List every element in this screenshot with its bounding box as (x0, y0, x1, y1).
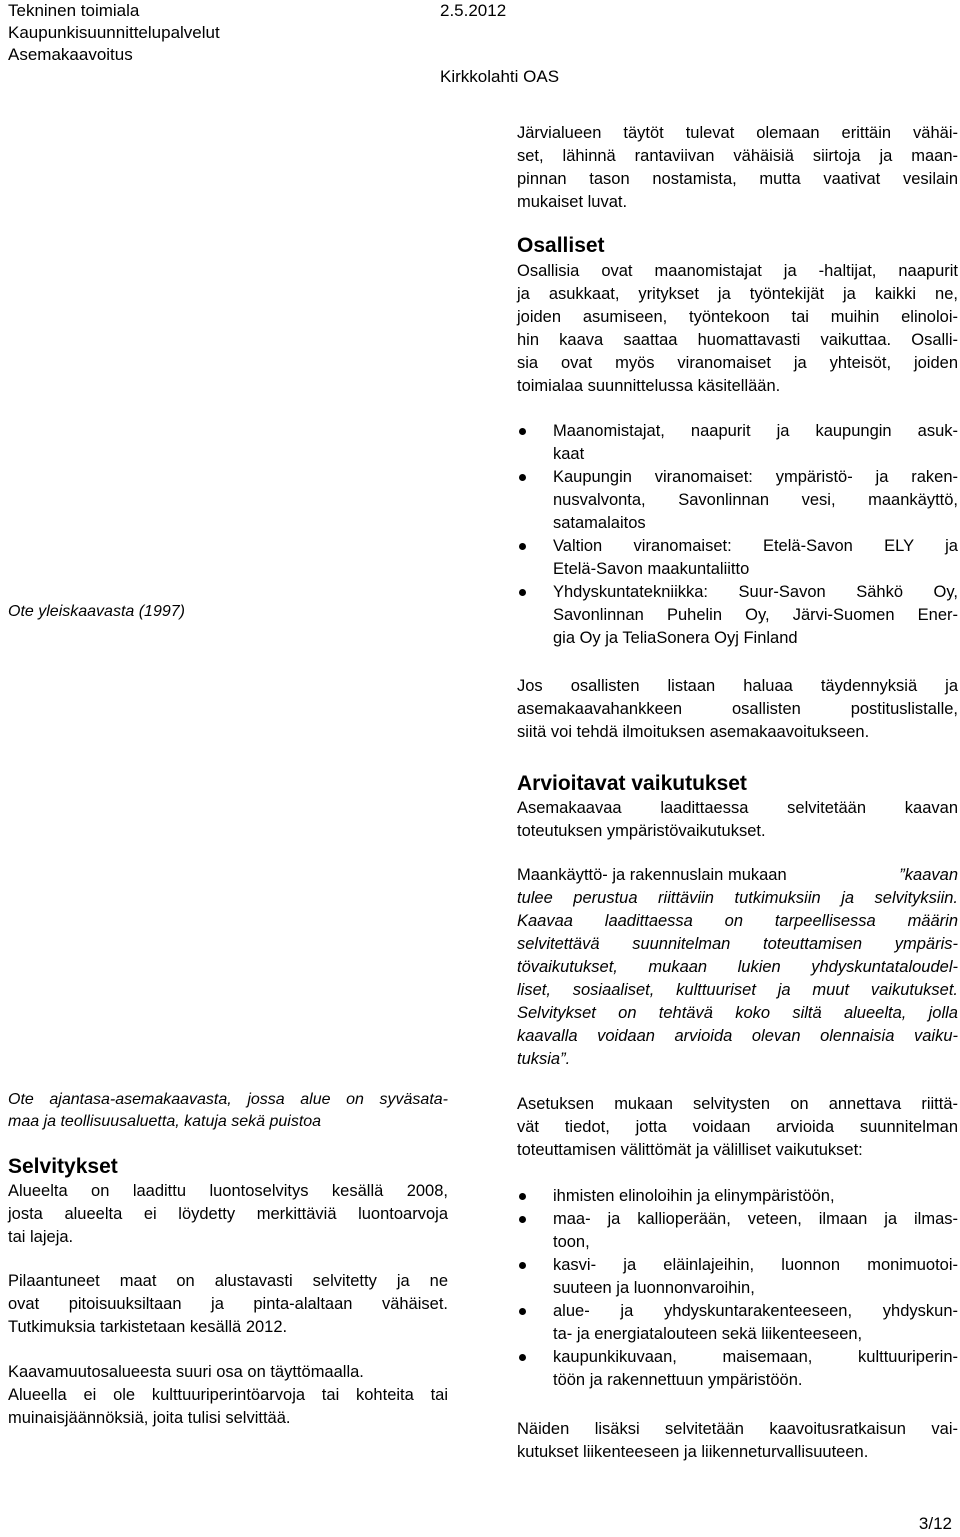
vaikutukset-list (517, 1185, 958, 1392)
selvitykset-p3: Kaavamuutosalueesta suuri osa on täyttömaalla. Alueella ei ole kulttuuriperintöarvoja tai kohteita tai muinaisjäännöksiä, joita tulisi selvittää. (8, 1363, 448, 1427)
arvioitavat-heading: Arvioitavat vaikutukset (517, 772, 747, 795)
intro-paragraph: Järvialueen täytöt tulevat olemaan erittäin vähäi- set, lähinnä rantaviivan vähäisiä siirtoja ja maan- pinnan tason nostamista, mutta vaativat vesilain mukaiset luvat. (517, 124, 958, 211)
mrl-quote: Maankäyttö- ja rakennuslain mukaan ”kaavan tulee perustua riittäviin tutkimuksiin ja selvityksiin. Kaavaa laadittaessa on tarpeellisessa määrin selvitettävä suunnitelman toteuttamisen ympäris- tövaikutukset, mukaan lukien yhdyskuntataloudel- liset, sosiaaliset, kulttuuriset ja muut vaikutukset. Selvitykset on tehtävä koko siltä alueelta, jolla kaavalla voidaan arvioida olevan olennaisia vaiku- tuksia”. (517, 866, 958, 1068)
arvioitavat-intro: Asemakaavaa laadittaessa selvitetään kaavan toteutuksen ympäristövaikutukset. (517, 799, 958, 840)
list-item: Yhdyskuntatekniikka: Suur-Savon Sähkö Oy, Savonlinnan Puhelin Oy, Järvi-Suomen Ener- gia Oy ja TeliaSonera Oyj Finland (517, 581, 958, 650)
list-item: kaupunkikuvaan, maisemaan, kulttuuriperin- töön ja rakennettuun ympäristöön. (517, 1346, 958, 1392)
list-item: kasvi- ja eläinlajeihin, luonnon monimuotoi- suuteen ja luonnonvaroihin, (517, 1254, 958, 1300)
osalliset-heading: Osalliset (517, 234, 605, 257)
list-item: Maanomistajat, naapurit ja kaupungin asuk- kaat (517, 420, 958, 466)
closing-paragraph: Näiden lisäksi selvitetään kaavoitusratkaisun vai- kutukset liikenteeseen ja liikenneturvallisuuteen. (517, 1420, 958, 1461)
list-item: Kaupungin viranomaiset: ympäristö- ja raken- nusvalvonta, Savonlinnan vesi, maankäyttö, satamalaitos (517, 466, 958, 535)
selvitykset-p1: Alueelta on laadittu luontoselvitys kesällä 2008, josta alueelta ei löydetty merkittäviä luontoarvoja tai lajeja. (8, 1182, 448, 1246)
list-item: Valtion viranomaiset: Etelä-Savon ELY ja Etelä-Savon maakuntaliitto (517, 535, 958, 581)
asetus-paragraph: Asetuksen mukaan selvitysten on annettava riittä- vät tiedot, jotta voidaan arvioida suunnitelman toteuttamisen välittömät ja välilliset vaikutukset: (517, 1095, 958, 1159)
osalliset-list (517, 420, 958, 650)
header-section: Asemakaavoitus (8, 45, 133, 64)
selvitykset-heading: Selvitykset (8, 1155, 118, 1178)
osalliset-addendum: Jos osallisten listaan haluaa täydennyksiä ja asemakaavahankkeen osallisten postituslistalle, siitä voi tehdä ilmoituksen asemakaavoitukseen. (517, 677, 958, 741)
list-item: alue- ja yhdyskuntarakenteeseen, yhdyskun- ta- ja energiatalouteen sekä liikenteeseen, (517, 1300, 958, 1346)
header-doc-title: Kirkkolahti OAS (440, 67, 560, 86)
header-dept: Tekninen toimiala (8, 1, 140, 20)
osalliset-paragraph: Osallisia ovat maanomistajat ja -haltijat, naapurit ja asukkaat, yritykset ja työntekijät ja kaikki ne, joiden asumiseen, työntekoon tai muihin elinoloi- hin kaava saattaa huomattavasti vaikuttaa. Osalli- sia ovat myös viranomaiset ja yhteisöt, joiden toimialaa suunnittelussa käsitellään. (517, 262, 958, 395)
selvitykset-p2: Pilaantuneet maat on alustavasti selvitetty ja ne ovat pitoisuuksiltaan ja pinta-alaltaan vähäiset. Tutkimuksia tarkistetaan kesällä 2012. (8, 1272, 448, 1336)
page-number: 3/12 (918, 1514, 952, 1533)
header-unit: Kaupunkisuunnittelupalvelut (8, 23, 220, 42)
figure-caption-ajantasa: Ote ajantasa-asemakaavasta, jossa alue on syväsata- maa ja teollisuusaluetta, katuja sekä puistoa (8, 1091, 448, 1130)
header-date: 2.5.2012 (440, 1, 507, 20)
list-item: maa- ja kallioperään, veteen, ilmaan ja ilmas- toon, (517, 1208, 958, 1254)
list-item: ihmisten elinoloihin ja elinympäristöön, (517, 1185, 958, 1208)
figure-caption-yleiskaava: Ote yleiskaavasta (1997) (8, 603, 185, 620)
